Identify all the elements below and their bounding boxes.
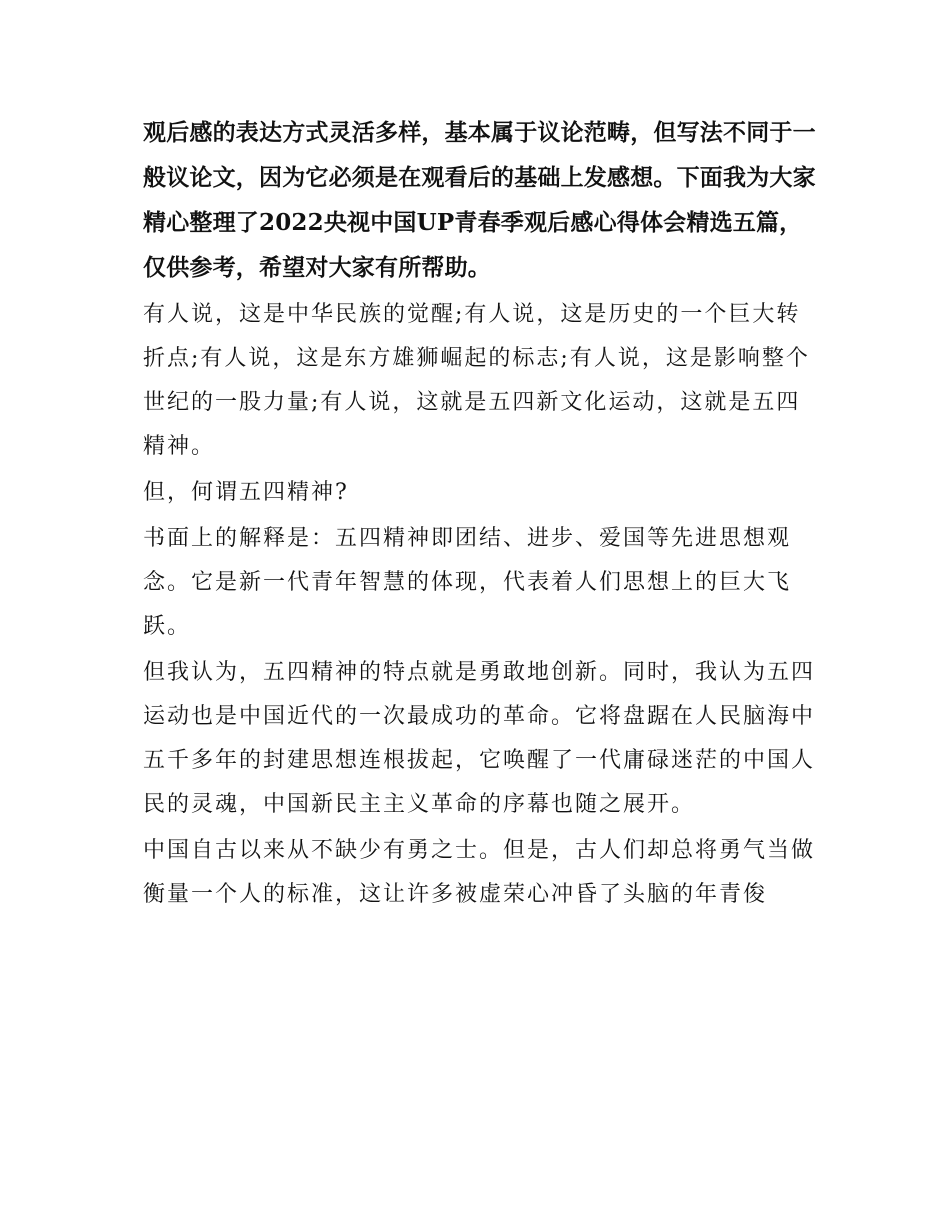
body-paragraph-5: 中国自古以来从不缺少有勇之士。但是，古人们却总将勇气当做衡量一个人的标准，这让许多被虚荣心冲昏了头脑的年青俊: [143, 838, 816, 907]
document-body: [143, 110, 823, 919]
body-paragraph-3: 书面上的解释是：五四精神即团结、进步、爱国等先进思想观念。它是新一代青年智慧的体现，代表着人们思想上的巨大飞跃。: [143, 526, 792, 639]
body-paragraph-4: 但我认为，五四精神的特点就是勇敢地创新。同时，我认为五四运动也是中国近代的一次最成功的革命。它将盘踞在人民脑海中五千多年的封建思想连根拔起，它唤醒了一代庸碌迷茫的中国人民的灵魂，中国新民主主义革命的序幕也随之展开。: [143, 660, 816, 817]
body-paragraph-2: 但，何谓五四精神?: [143, 480, 349, 505]
body-paragraph-1: 有人说，这是中华民族的觉醒;有人说，这是历史的一个巨大转折点;有人说，这是东方雄狮崛起的标志;有人说，这是影响整个世纪的一股力量;有人说，这就是五四新文化运动，这就是五四精神。: [143, 302, 810, 459]
intro-paragraph: 观后感的表达方式灵活多样，基本属于议论范畴，但写法不同于一般议论文，因为它必须是在观看后的基础上发感想。下面我为大家精心整理了2022央视中国UP青春季观后感心得体会精选五篇，仅供参考，希望对大家有所帮助。: [143, 119, 816, 281]
